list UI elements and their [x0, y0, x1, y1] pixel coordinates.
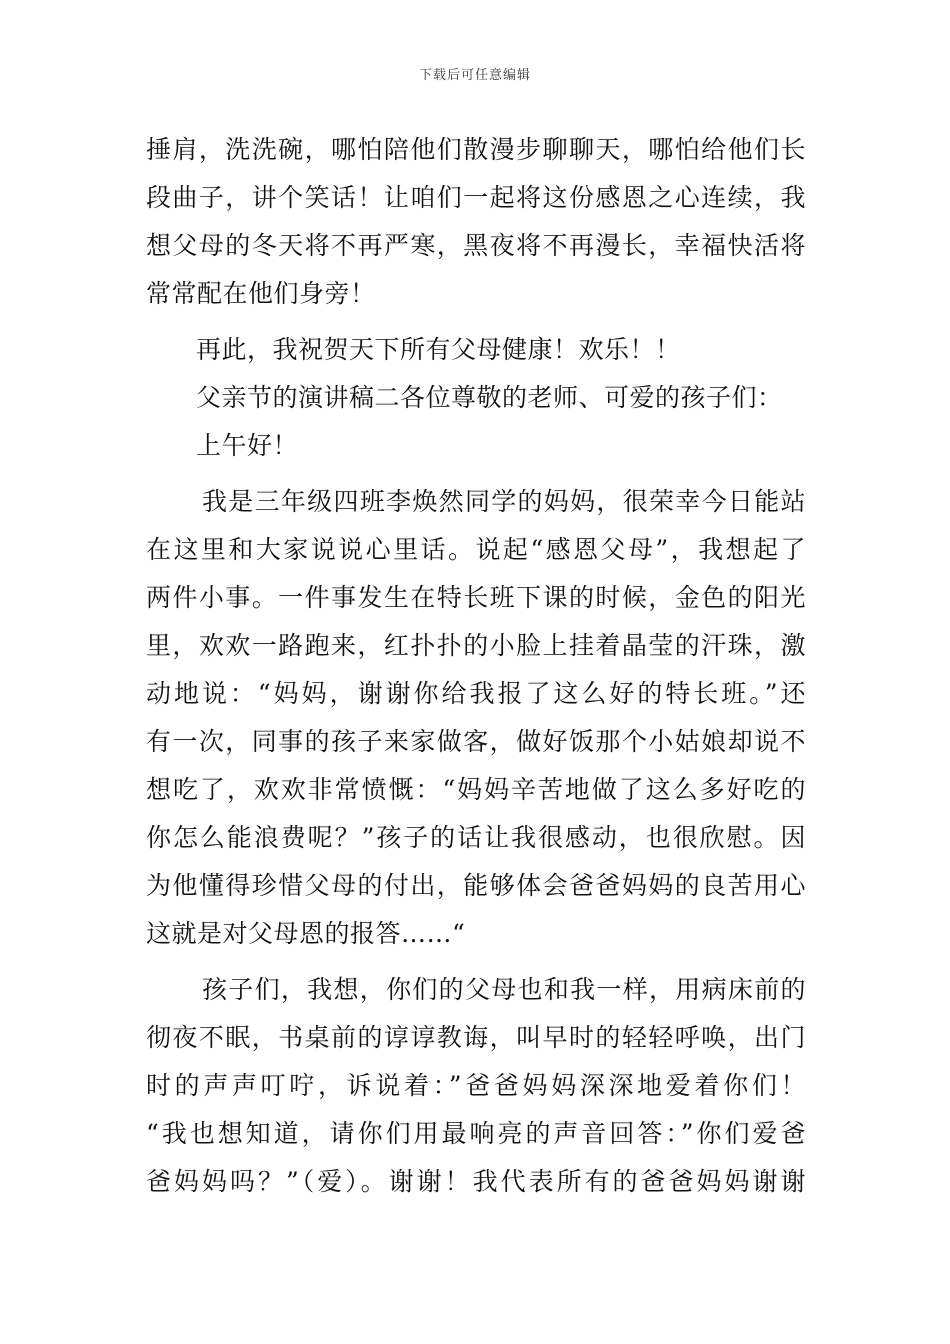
text-line: 里，欢欢一路跑来，红扑扑的小脸上挂着晶莹的汗珠，激	[146, 631, 806, 660]
text-line: 再此，我祝贺天下所有父母健康！欢乐！！	[196, 335, 681, 364]
paragraph	[146, 126, 806, 318]
paragraph	[146, 374, 806, 422]
text-line: 你怎么能浪费呢？”孩子的话让我很感动，也很欣慰。因	[146, 823, 806, 852]
paragraph	[146, 326, 806, 374]
text-line: 彻夜不眠，书桌前的谆谆教诲，叫早时的轻轻呼唤，出门	[146, 1023, 806, 1052]
text-line: 为他懂得珍惜父母的付出，能够体会爸爸妈妈的良苦用心	[146, 871, 806, 900]
text-line: “我也想知道，请你们用最响亮的声音回答：”你们爱爸	[146, 1119, 806, 1148]
text-line: 上午好！	[196, 431, 299, 460]
text-line: 想父母的冬天将不再严寒，黑夜将不再漫长，幸福快活将	[146, 231, 806, 260]
paragraph	[146, 966, 806, 1206]
text-line: 这就是对父母恩的报答……“	[146, 919, 466, 948]
text-line: 动地说：“妈妈，谢谢你给我报了这么好的特长班。”还	[146, 679, 806, 708]
paragraph	[146, 478, 806, 958]
text-line: 在这里和大家说说心里话。说起“感恩父母”，我想起了	[146, 535, 806, 564]
text-line: 想吃了，欢欢非常愤慨：“妈妈辛苦地做了这么多好吃的	[146, 775, 806, 804]
text-line: 孩子们，我想，你们的父母也和我一样，用病床前的	[202, 975, 806, 1004]
text-line: 我是三年级四班李焕然同学的妈妈，很荣幸今日能站	[202, 487, 806, 516]
text-line: 时的声声叮咛，诉说着：”爸爸妈妈深深地爱着你们！	[146, 1071, 806, 1100]
text-line: 有一次，同事的孩子来家做客，做好饭那个小姑娘却说不	[146, 727, 806, 756]
text-line: 爸妈妈吗？”（爱）。谢谢！我代表所有的爸爸妈妈谢谢	[146, 1167, 806, 1196]
text-line: 段曲子，讲个笑话！让咱们一起将这份感恩之心连续，我	[146, 183, 806, 212]
page-header: 下载后可任意编辑	[418, 68, 531, 83]
text-line: 父亲节的演讲稿二各位尊敬的老师、可爱的孩子们：	[196, 383, 783, 412]
text-line: 两件小事。一件事发生在特长班下课的时候，金色的阳光	[146, 583, 806, 612]
text-line: 常常配在他们身旁！	[146, 279, 376, 308]
document-body	[146, 126, 806, 1206]
paragraph	[146, 422, 806, 470]
text-line: 捶肩，洗洗碗，哪怕陪他们散漫步聊聊天，哪怕给他们长	[146, 135, 806, 164]
